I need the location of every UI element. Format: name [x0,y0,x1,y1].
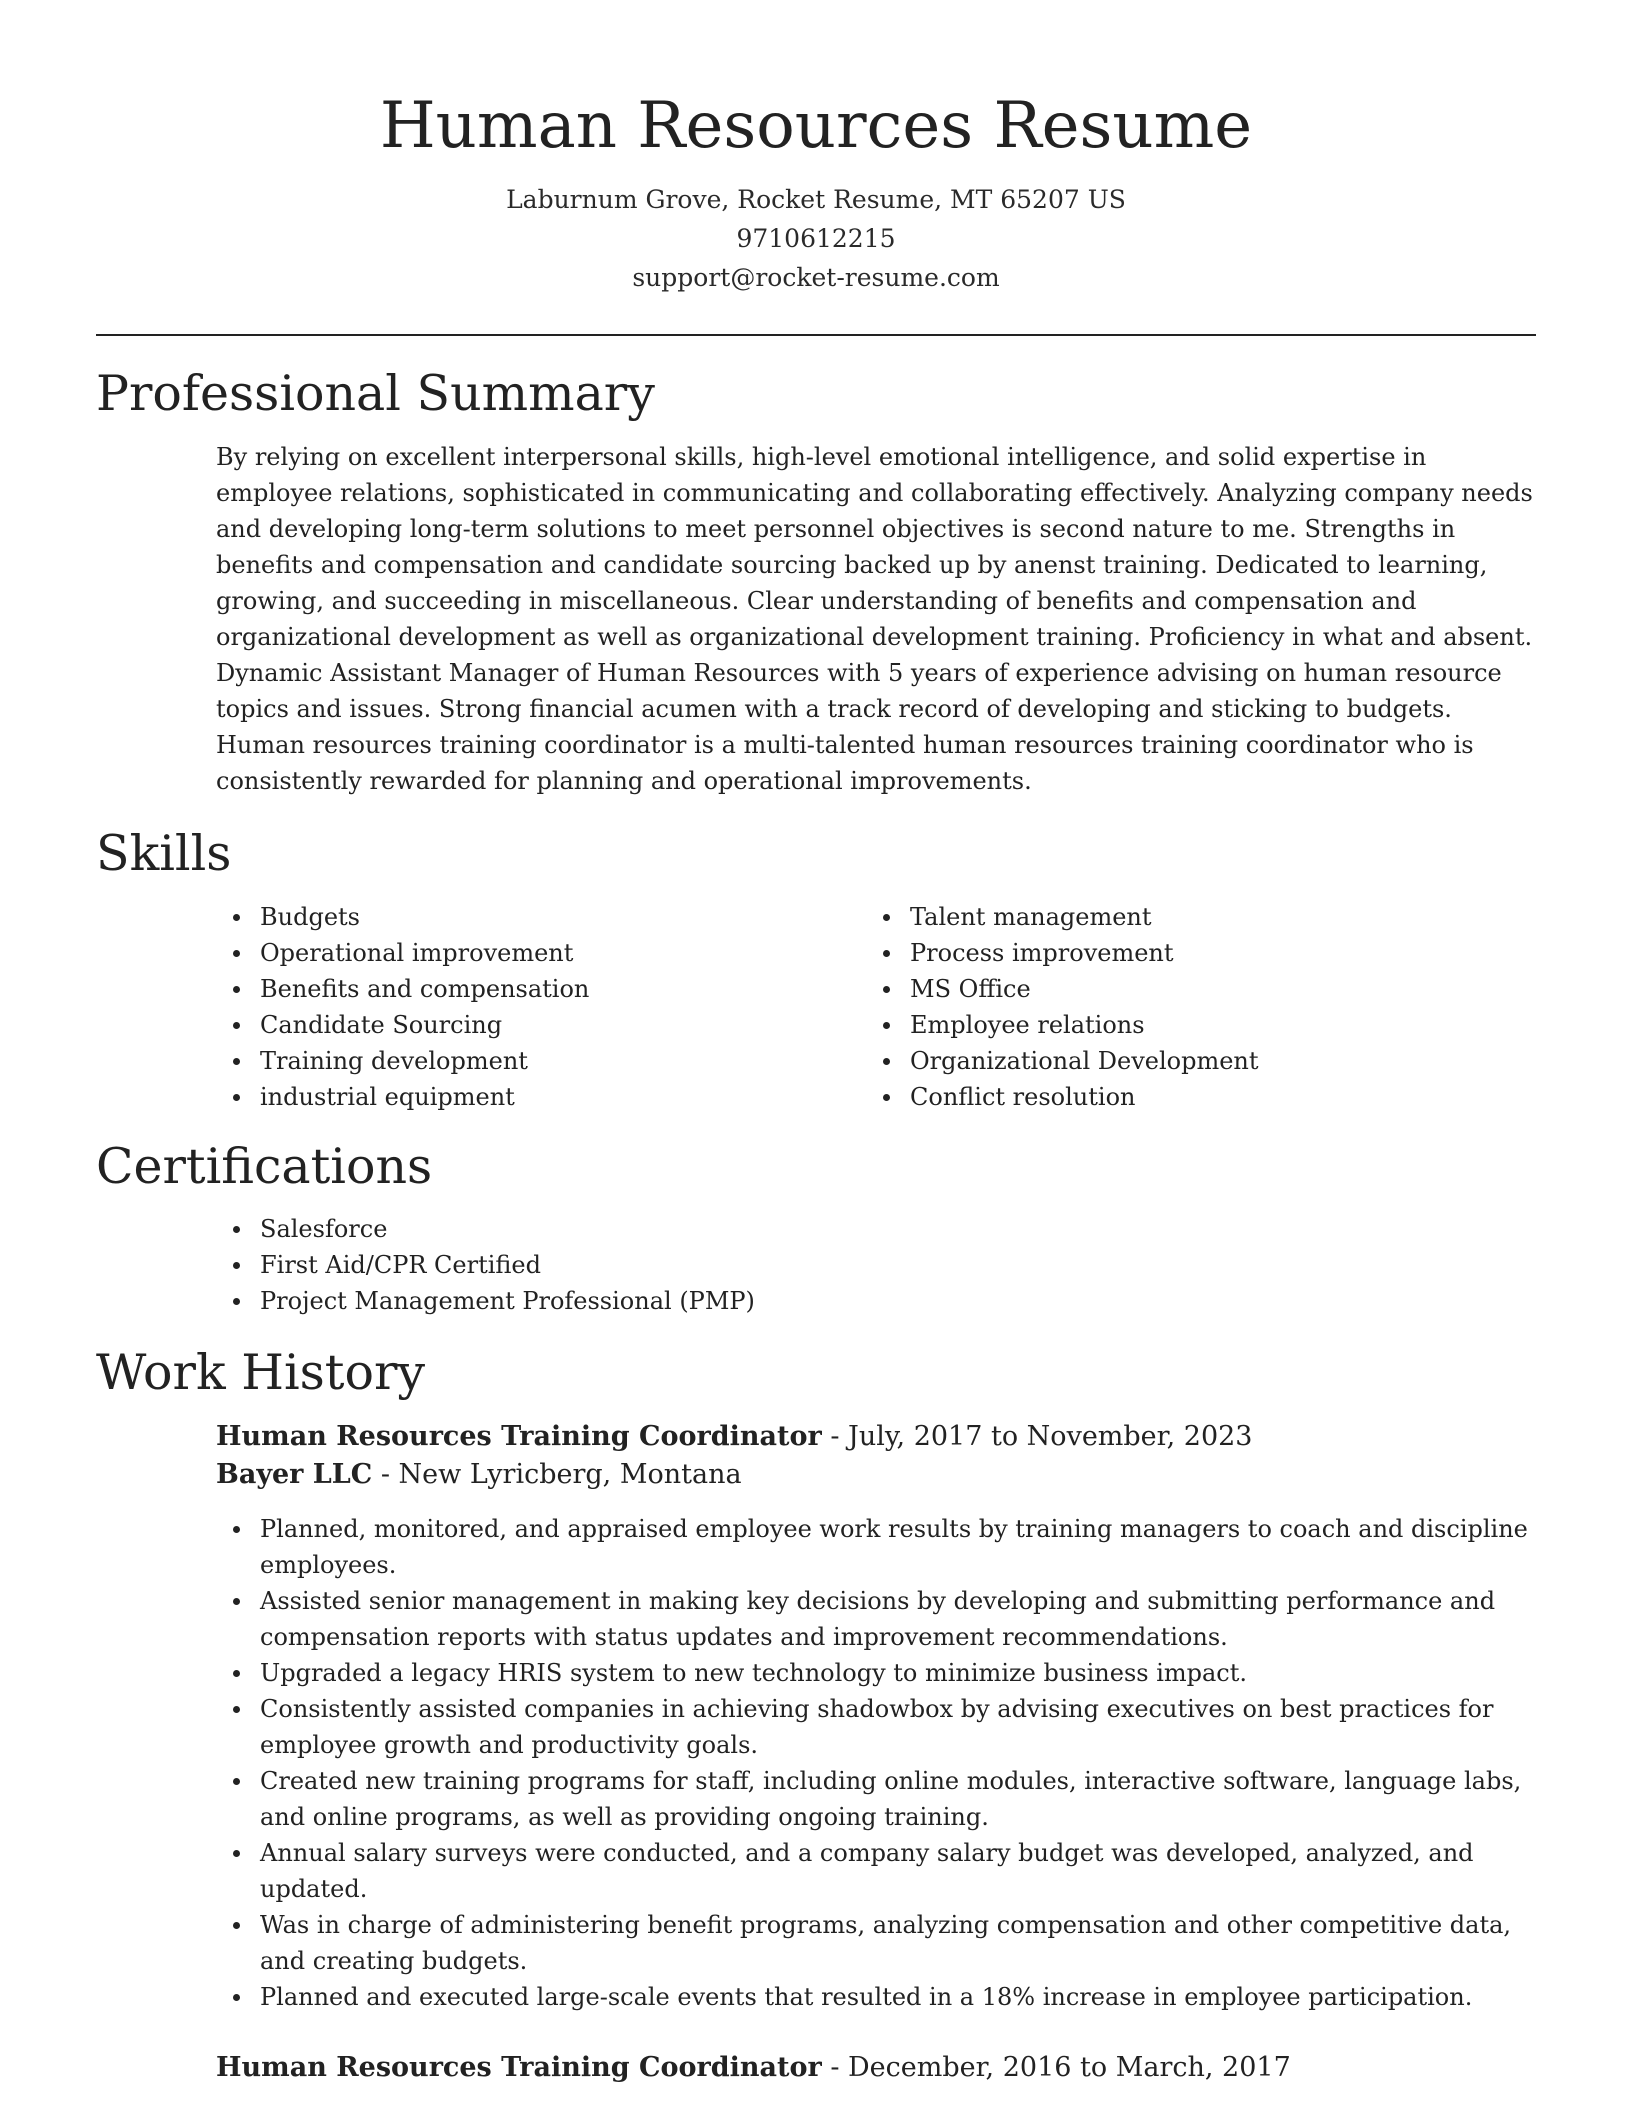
job-title: Human Resources Training Coordinator [216,2052,822,2083]
job-company: Bayer LLC [216,1459,373,1490]
skill-item: Operational improvement [216,935,866,971]
summary-heading: Professional Summary [96,365,655,422]
skill-item: Benefits and compensation [216,971,866,1007]
certifications-section [96,1137,1536,1319]
job-bullet: Consistently assisted companies in achieving shadowbox by advising executives on best practices for employee growth and productivity goals. [216,1691,1546,1763]
job-bullet: Planned, monitored, and appraised employee work results by training managers to coach and discipline employees. [216,1511,1546,1583]
job-title-line [216,1418,1536,1456]
skills-list-left [216,899,866,1115]
resume-name: Human Resources Resume [379,89,1253,163]
contact-email: support@rocket-resume.com [632,263,1000,292]
job-bullet: Was in charge of administering benefit programs, analyzing compensation and other competitive data, and creating budgets. [216,1907,1546,1979]
contact-phone: 9710612215 [736,224,896,253]
skill-item: Process improvement [866,935,1516,971]
job-bullet: Annual salary surveys were conducted, and a company salary budget was developed, analyzed, and updated. [216,1835,1546,1907]
skills-section [96,824,1536,1115]
work-history-heading: Work History [96,1344,426,1401]
skill-item: Organizational Development [866,1043,1516,1079]
job-bullet: Planned and executed large-scale events that resulted in a 18% increase in employee participation. [216,1979,1546,2015]
job-company-line [216,1456,1536,1494]
job-bullet: Assisted senior management in making key decisions by developing and submitting performance and compensation reports with status updates and improvement recommendations. [216,1583,1546,1655]
skill-item: Budgets [216,899,866,935]
skill-item: Employee relations [866,1007,1516,1043]
header-divider [96,334,1536,336]
job-bullet: Upgraded a legacy HRIS system to new technology to minimize business impact. [216,1655,1546,1691]
work-history-section [96,1343,1536,2087]
certification-item: Salesforce [216,1211,1536,1247]
contact-block [96,180,1536,297]
skill-item: Training development [216,1043,866,1079]
job-entry [216,2049,1536,2087]
skill-item: MS Office [866,971,1516,1007]
skill-item: Conflict resolution [866,1079,1516,1115]
certifications-list [216,1211,1536,1319]
certification-item: First Aid/CPR Certified [216,1247,1536,1283]
skill-item: industrial equipment [216,1079,866,1115]
job-dates: - July, 2017 to November, 2023 [821,1421,1253,1452]
summary-text: By relying on excellent interpersonal skills, high-level emotional intelligence, and solid expertise in employee relations, sophisticated in communicating and collaborating effectively. Analyzing company needs and developing long-term solutions to meet personnel objectives is second nature to me. Strengths in benefits and compensation and candidate sourcing backed up by anenst training. Dedicated to learning, growing, and succeeding in miscellaneous. Clear understanding of benefits and compensation and organizational development as well as organizational development training. Proficiency in what and absent. Dynamic Assistant Manager of Human Resources with 5 years of experience advising on human resource topics and issues. Strong financial acumen with a track record of developing and sticking to budgets. Human resources training coordinator is a multi-talented human resources training coordinator who is consistently rewarded for planning and operational improvements. [216,443,1533,795]
job-bullets [216,1511,1546,2015]
certifications-body [216,1211,1536,1319]
contact-address: Laburnum Grove, Rocket Resume, MT 65207 US [506,185,1126,214]
job-dates: - December, 2016 to March, 2017 [821,2052,1291,2083]
skills-heading: Skills [96,825,232,882]
summary-body [216,439,1536,799]
job-location: - New Lyricberg, Montana [372,1459,742,1490]
skills-body [216,899,1536,1115]
job-title-line [216,2049,1536,2087]
certification-item: Project Management Professional (PMP) [216,1283,1536,1319]
job-entry [216,1418,1536,2015]
job-title: Human Resources Training Coordinator [216,1421,822,1452]
certifications-heading: Certifications [96,1138,433,1195]
skills-list-right [866,899,1516,1115]
skill-item: Talent management [866,899,1516,935]
summary-section [96,364,1536,799]
job-bullet: Created new training programs for staff, including online modules, interactive software, language labs, and online programs, as well as providing ongoing training. [216,1763,1546,1835]
resume-page [96,0,1536,2087]
resume-header [96,0,1536,297]
skill-item: Candidate Sourcing [216,1007,866,1043]
